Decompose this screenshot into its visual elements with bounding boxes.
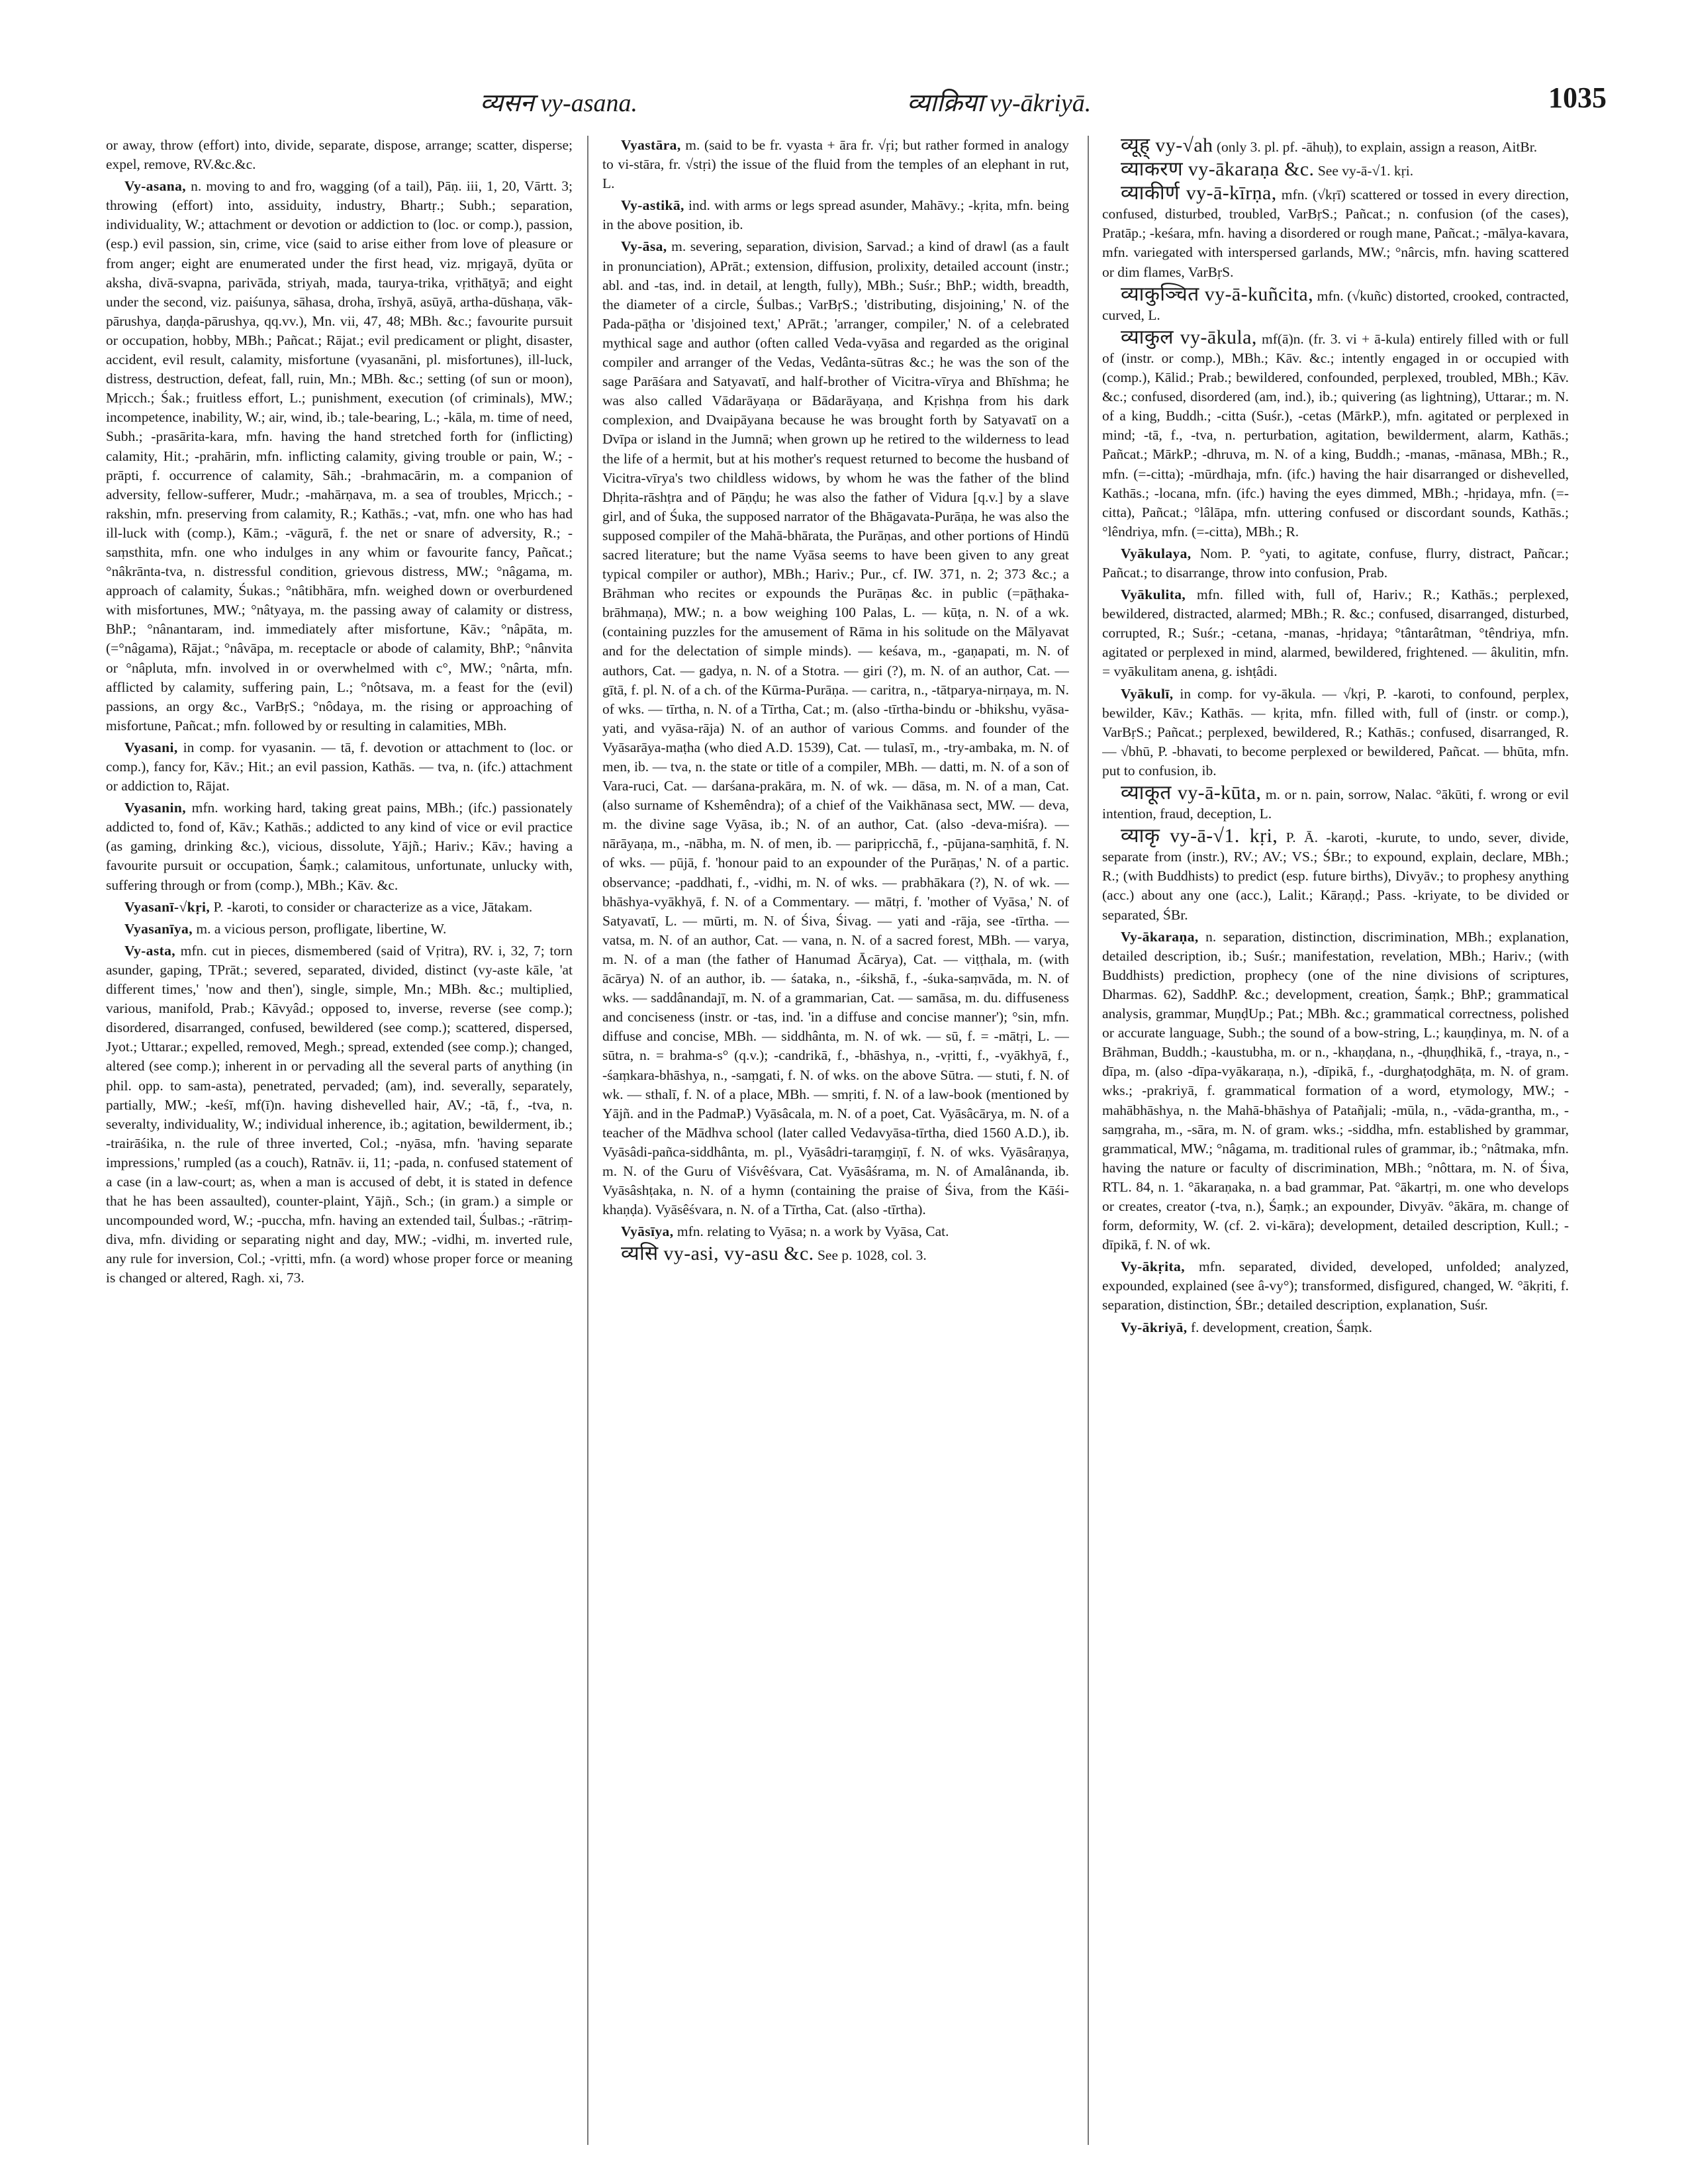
entry-definition: in comp. for vy-ākula. — √kṛi, P. -karoti, to confound, perplex, bewilder, Kāv.; Kathās. — kṛita, mfn. filled with, full of (instr. or comp.), VarBṛS.; Pañcat.; perplexed, bewildered, R.; Kathās.; confused, disarranged, R. — √bhū, P. -bhavati, to become perplexed or bewildered, Pañcat. — bhūta, mfn. put to confusion, ib. [1102,685,1569,779]
entry-headword: Vyasani, [124,739,178,755]
entry-headword: Vyasanī-√kṛi, [124,898,211,915]
dictionary-entry [1102,544,1569,583]
entry-definition: mfn. working hard, taking great pains, MBh.; (ifc.) passionately addicted to, fond of, Kāv.; Kathās.; addicted to any kind of vice or evil practice (as gaming, drinking &c.), vicious, dissolute, Yājñ.; Hariv.; Kāv.; having a favourite pursuit or occupation, Śaṃk.; calamitous, unfortunate, unlucky with, suffering through or from (comp.), MBh.; Kāv. &c. [106,800,573,893]
dictionary-entry [106,136,573,174]
dictionary-entry [1102,783,1569,824]
entry-definition: m. or n. pain, sorrow, Nalac. °ākūti, f. wrong or evil intention, fraud, deception, L. [1102,786,1569,822]
entry-headword: Vy-asana, [124,178,187,195]
entry-headword: Vyasanīya, [124,920,193,937]
entry-definition: m. severing, separation, division, Sarvad.; a kind of drawl (as a fault in pronunciation), APrāt.; extension, diffusion, prolixity, detailed account (instr.; abl. and -tas, ind. in detail, at length, fully), MBh.; Suśr.; BhP.; width, breadth, the diameter of a circle, Śulbas.; VarBṛS.; 'distributing, disjoining,' N. of the Pada-pāṭha or 'disjoined text,' APrāt.; 'arranger, compiler,' N. of a celebrated mythical sage and author (often called Veda-vyāsa and regarded as the original compiler and arranger of the Vedas, Vedânta-sūtras &c.; he was the son of the sage Parāśara and Satyavatī, and half-brother of Vicitra-vīrya and Bhīshma; he was also called Vādarāyaṇa or Bādarāyaṇa, and Kṛishṇa from his dark complexion, and Dvaipāyana because he was brought forth by Satyavatī on a Dvīpa or island in the Jumnā; when grown up he retired to the wilderness to lead the life of a hermit, but at his mother's request returned to become the husband of Vicitra-vīrya's two childless widows, by whom he was the father of the blind Dhṛita-rāshṭra and of Pāṇḍu; he was also the father of Vidura [q.v.] by a slave girl, and of Śuka, the supposed narrator of the Bhāgavata-Purāṇa, he was also the supposed compiler of the Mahā-bhārata, the Purāṇas, and other portions of Hindū sacred literature; but the name Vyāsa seems to have been given to any great typical compiler or author), MBh.; Hariv.; Pur., cf. IW. 371, n. 2; 373 &c.; a Brāhman who recites or expounds the Purāṇas &c. in public (=pāṭhaka-brāhmaṇa), MW.; n. a bow weighing 100 Palas, L. — kūṭa, n. N. of a wk. (containing puzzles for the amusement of Rāma in his solitude on the Mālyavat and for the delectation of simple minds). — keśava, m., -gaṇapati, m. N. of authors, Cat. — gadya, n. N. of a Stotra. — giri (?), m. N. of an author, Cat. — gītā, f. pl. N. of a ch. of the Kūrma-Purāṇa. — caritra, n., -tātparya-nirṇaya, m. N. of wks. — tīrtha, n. N. of a Tīrtha, Cat.; m. (also -tīrtha-bindu or -bhikshu, vyāsa-yati, and vyāsa-rāja) N. of an author of various Comms. and founder of the Vyāsarāya-maṭha (who died A.D. 1539), Cat. — tulasī, m., -try-ambaka, m. N. of men, ib. — tva, n. the state or title of a compiler, MBh. — datti, m. N. of a son of Vara-ruci, Cat. — darśana-prakāra, m. N. of wk. — dāsa, m. N. of a man, Cat. (also surname of Kshemêndra); of a chief of the Vaikhānasa sect, MW. — deva, m. the divine sage Vyāsa, ib.; N. of an author, Cat. (also -deva-miśra). — nārāyaṇa, m., -nābha, m. N. of men, ib. — paripṛicchā, f., -pūjana-saṃhitā, f. N. of wks. — pūjā, f. 'honour paid to an expounder of the Purāṇas,' N. of a partic. observance; -paddhati, f., -vidhi, m. N. of wks. — prabhākara (?), N. of wk. — bhāshya-vyākhyā, f. N. of a Commentary. — mātṛi, f. 'mother of Vyāsa,' N. of Satyavatī, L. — mūrti, m. N. of Śiva, Śivag. — yati and -rāja, see -tīrtha. — vatsa, m. N. of an author, Cat. — vana, n. N. of a sacred forest, MBh. — varya, m. N. of a man (the father of Hanumad Ācārya), Cat. — viṭṭhala, m. (with ācārya) N. of an author, ib. — śataka, n., -śikshā, f., -śuka-saṃvāda, m. N. of wks. — saddânandajī, m. N. of a grammarian, Cat. — samāsa, m. du. diffuseness and conciseness (instr. or -tas, ind. 'in a diffuse and concise manner'); °sin, mfn. diffuse and concise, MBh. — siddhânta, m. N. of wk. — sū, f. = -mātṛi, L. — sūtra, n. = brahma-s° (q.v.); -candrikā, f., -bhāshya, n., -vṛitti, f., -vyākhyā, f., -śaṃkara-bhāshya, n., -saṃgati, f. N. of wks. on the above Sūtra. — stuti, f. N. of wk. — sthalī, f. N. of a place, MBh. — smṛiti, f. N. of a law-book (mentioned by Yājñ. and in the PadmaP.) Vyāsâcala, m. N. of a poet, Cat. Vyāsâcārya, m. N. of a teacher of the Mādhva school (later called Vedavyāsa-tīrtha, died 1560 A.D.), ib. Vyāsâdi-pañca-siddhânta, m. pl., Vyāsâdri-taraṃgiṇī, f. N. of wks. Vyāsâraṇya, m. N. of the Guru of Viśvêśvara, Cat. Vyāsâśrama, m. N. of Amalânanda, ib. Vyāsâshṭaka, n. N. of a hymn (containing the praise of Śiva, from the Kāśi-khaṇḍa). Vyāsêśvara, n. N. of a Tīrtha, Cat. (also -tīrtha). [602,238,1069,1218]
entry-headword: व्याकरण vy-ākaraṇa &c. [1121,158,1315,181]
dictionary-entry [106,738,573,796]
dictionary-entry [1102,328,1569,542]
dictionary-entry [106,920,573,939]
entry-headword: Vy-ākṛita, [1121,1258,1185,1275]
entry-headword: Vyastāra, [621,137,681,153]
entry-definition: Nom. P. °yati, to agitate, confuse, flurry, distract, Pañcar.; Pañcat.; to disarrange, throw into confusion, Prab. [1102,545,1569,581]
column-rule [587,136,588,2145]
entry-definition: mfn. (√kuñc) distorted, crooked, contracted, curved, L. [1102,287,1569,323]
entry-headword: Vyasanin, [124,800,187,816]
column-1 [106,136,573,2148]
page-number: 1035 [1548,81,1607,114]
column-3 [1102,136,1569,2148]
dictionary-entry [1102,685,1569,781]
entry-definition: mfn. cut in pieces, dismembered (said of Vṛitra), RV. i, 32, 7; torn asunder, gaping, TPrāt.; severed, separated, divided, distinct (vy-aste kāle, 'at different times,' 'now and then'), single, simple, Mn.; MBh. &c.; multiplied, various, manifold, Prab.; Kāvyâd.; opposed to, inverse, reverse (see comp.); disordered, disarranged, confused, bewildered (see comp.); scattered, dispersed, Jyot.; Uttarar.; expelled, removed, Megh.; spread, extended (see comp.); changed, altered (see comp.); inherent in or pervading all the several parts of anything (in phil. opp. to sam-asta), penetrated, pervaded; (am), ind. severally, separately, partially, MW.; -keśī, mf(ī)n. having dishevelled hair, AV.; -tā, f., -tva, n. severalty, individuality, W.; individual inherence, ib.; agitation, bewilderment, ib.; -trairāśika, n. the rule of three inverted, Col.; -nyāsa, mfn. 'having separate impressions,' rumpled (as a couch), Ratnāv. ii, 11; -pada, n. confused statement of a case (in a law-court; as, when a man is accused of debt, it is stated in defence that he has been assaulted), counter-plaint, Yājñ., Sch.; (in gram.) a simple or uncompounded word, W.; -puccha, mfn. having an extended tail, Śulbas.; -rātriṃ-diva, mfn. dividing or separating night and day, MW.; -vidhi, m. inverted rule, any rule for inversion, Col.; -vṛitti, mfn. (a word) whose proper force or meaning is changed or altered, Ragh. xi, 73. [106,942,573,1286]
dictionary-entry [1102,927,1569,1255]
dictionary-entry [1102,1318,1569,1337]
dictionary-entry [602,237,1069,1219]
entry-definition: (only 3. pl. pf. -āhuḥ), to explain, assign a reason, AitBr. [1216,139,1538,155]
header-center-headword: व्याक्रिया vy-ākriyā. [907,89,1092,117]
dictionary-entry [602,1222,1069,1241]
entry-headword: Vyākulita, [1121,587,1186,603]
entry-definition: ind. with arms or legs spread asunder, Mahāvy.; -kṛita, mfn. being in the above position, ib. [602,197,1069,233]
entry-headword: व्यसि vy-asi, vy-asu &c. [621,1243,814,1265]
entry-definition: mfn. (√kṛī) scattered or tossed in every direction, confused, disturbed, troubled, VarBṛS.; Pañcat.; n. confusion (of the cases), Pratāp.; -keśara, mfn. having a disordered or rough mane, Pañcat.; -mālya-kavara, mfn. variegated with interspersed garlands, MW.; °nârcis, mfn. having scattered or dim flames, VarBṛS. [1102,187,1569,280]
entry-definition: m. (said to be fr. vyasta + āra fr. √ṛi; but rather formed in analogy to vi-stāra, fr. √stṛi) the issue of the fluid from the temples of an elephant in rut, L. [602,137,1069,192]
entry-definition: f. development, creation, Śaṃk. [1190,1319,1372,1335]
entry-definition: or away, throw (effort) into, divide, separate, dispose, arrange; scatter, disperse; expel, remove, RV.&c.&c. [106,137,573,173]
entry-definition: See vy-ā-√1. kṛi. [1317,163,1414,179]
entry-definition: in comp. for vyasanin. — tā, f. devotion or attachment to (loc. or comp.), fancy for, Kāv.; Hit.; an evil passion, Kathās. — tva, n. (ifc.) attachment or addiction to, Rājat. [106,739,573,794]
entry-headword: Vy-āsa, [621,238,667,255]
entry-definition: mfn. separated, divided, developed, unfolded; analyzed, expounded, explained (see â-vy°); transformed, disfigured, changed, W. °ākṛiti, f. separation, distinction, ŚBr.; detailed description, explanation, Suśr. [1102,1258,1569,1313]
entry-definition: n. separation, distinction, discrimination, MBh.; explanation, detailed description, ib.; Suśr.; manifestation, revelation, MBh.; Hariv.; (with Buddhists) prediction, prophecy (one of the nine divisions of scriptures, Dharmas. 62), SaddhP. &c.; development, creation, Śaṃk.; BhP.; grammatical analysis, grammar, MuṇḍUp.; Pat.; MBh. &c.; grammatical correctness, polished or accurate language, Subh.; the sound of a bow-string, L.; kauṇḍinya, m. N. of a Brāhman, Buddh.; -kaustubha, m. or n., -khaṇḍana, n., -ḍhuṇḍhikā, f., -traya, n., -dīpa, m. (also -dīpa-vyākaraṇa, n.), -dīpikā, f., -durghaṭodghāṭa, m. N. of gram. wks.; -prakriyā, f. grammatical formation of a word, etymology, MW.; -mahābhāshya, n. the Mahā-bhāshya of Patañjali; -mūla, n., -vāda-grantha, m., -saṃgraha, m., -sāra, m. N. of gram. wks.; -siddha, mfn. established by grammar, grammatical, MW.; °nâgama, m. traditional rules of grammar, ib.; °nâtmaka, mfn. having the nature or faculty of discrimination, MBh.; °nôttara, m. N. of Śiva, RTL. 84, n. 1. °ākaraṇaka, n. a bad grammar, Pat. °ākartṛi, m. one who develops or creates, creator (-tva, n.), Śaṃk.; an expounder, Divyāv. °ākāra, m. change of form, deformity, W. (cf. 2. vi-kāra); development, detailed description, Kull.; -dīpikā, f. N. of wk. [1102,928,1569,1253]
dictionary-entry [1102,1257,1569,1315]
dictionary-entry [1102,183,1569,281]
dictionary-entry [106,177,573,736]
entry-definition: n. moving to and fro, wagging (of a tail), Pāṇ. iii, 1, 20, Vārtt. 3; throwing (effort) into, assiduity, industry, Bhartṛ.; Subh.; separation, individuality, W.; attachment or devotion or addiction to (loc. or comp.), passion, (esp.) evil passion, sin, crime, vice (said to arise either from love of pleasure or from anger; eight are enumerated under the first head, viz. mṛigayā, dyūta or aksha, divā-svapna, parivāda, striyah, mada, taurya-trika, vṛithāṭyā; and eight under the second, viz. paiśunya, sāhasa, droha, īrshyā, asūyā, artha-dūshaṇa, vāk-pārushya, daṇḍa-pārushya, qq.vv.), Mn. vii, 47, 48; MBh. &c.; favourite pursuit or occupation, hobby, MBh.; Pañcat.; Rājat.; evil predicament or plight, disaster, accident, evil result, calamity, misfortune (vyasanāni, pl. misfortunes), ill-luck, distress, destruction, defeat, fall, ruin, Mn.; MBh. &c.; setting (of sun or moon), Mṛicch.; Śak.; fruitless effort, L.; punishment, execution (of criminals), MW.; incompetence, inability, W.; air, wind, ib.; tale-bearing, L.; -kāla, m. time of need, Subh.; -prasārita-kara, mfn. having the hand stretched forth for (inflicting) calamity, Hit.; -prahārin, mfn. inflicting calamity, giving trouble or pain, W.; -prāpti, f. occurrence of calamity, Sāh.; -brahmacārin, m. a companion of adversity, fellow-sufferer, Mudr.; -mahārṇava, m. a sea of troubles, Mṛicch.; -rakshin, mfn. preserving from calamity, R.; Kathās.; -vat, mfn. one who has had ill-luck with (comp.), Kām.; -vāgurā, f. the net or snare of adversity, R.; -saṃsthita, mfn. one who indulges in any whim or favourite fancy, Pañcat.; °nâkrānta-tva, n. distressful condition, grievous distress, MW.; °nâgama, m. approach of calamity, Śukas.; °nâtibhāra, mfn. weighed down or overburdened with misfortunes, MW.; °nâtyaya, m. the passing away of calamity or distress, BhP.; °nânantaram, ind. immediately after misfortune, Kāv.; °nâpāta, m. (=°nâgama), Rājat.; °nâvāpa, m. receptacle or abode of calamity, BhP.; °nânvita or °nâpluta, mfn. involved in or overwhelmed with c°, MW.; °nârta, mfn. afflicted by calamity, suffering pain, L.; °nôtsava, m. a feast for the (evil) passions, an orgy &c., VarBṛS.; °nôdaya, m. the rising or approaching of misfortune, Pañcat.; mfn. followed by or resulting in calamities, MBh. [106,178,573,734]
entry-definition: See p. 1028, col. 3. [817,1247,927,1264]
entry-headword: Vy-asta, [124,942,176,959]
running-header [106,78,1607,118]
dictionary-entry [106,941,573,1288]
entry-headword: Vy-ākaraṇa, [1121,928,1199,945]
dictionary-entry [602,196,1069,234]
dictionary-entry [1102,826,1569,924]
entry-headword: Vyākulī, [1121,685,1174,702]
entry-headword: व्यूह् vy-√ah [1121,136,1213,156]
header-left-headword: व्यसन vy-asana. [480,89,637,117]
dictionary-entry [1102,136,1569,157]
entry-definition: m. a vicious person, profligate, libertine, W. [196,920,447,937]
entry-headword: Vyākulaya, [1121,545,1192,561]
dictionary-entry [602,136,1069,193]
entry-definition: P. Ā. -karoti, -kurute, to undo, sever, divide, separate from (instr.), RV.; AV.; VS.; ŚBr.; to expound, explain, declare, MBh.; R.; (with Buddhists) to predict (esp. future births), Divyāv.; to prophesy anything (acc.) about any one (acc.), Lalit.; Kāraṇḍ.; Pass. -kriyate, to be divided or separated, ŚBr. [1102,830,1569,923]
entry-headword: व्याकीर्ण vy-ā-kīrṇa, [1121,182,1277,205]
entry-headword: Vy-ākriyā, [1121,1319,1188,1335]
entry-definition: mfn. relating to Vyāsa; n. a work by Vyāsa, Cat. [677,1223,949,1240]
dictionary-entry [106,798,573,894]
entry-definition: P. -karoti, to consider or characterize as a vice, Jātakam. [213,898,533,915]
column-rule [1088,136,1089,2145]
dictionary-entry [1102,160,1569,181]
entry-headword: व्याकृ vy-ā-√1. kṛi, [1121,825,1278,847]
entry-headword: Vyāsīya, [621,1223,674,1240]
entry-headword: व्याकुञ्चित vy-ā-kuñcita, [1121,283,1314,305]
entry-headword: व्याकुल vy-ākula, [1121,326,1257,348]
dictionary-entry [106,898,573,917]
dictionary-entry [1102,585,1569,681]
entry-headword: Vy-astikā, [621,197,684,214]
dictionary-entry [1102,285,1569,325]
entry-headword: व्याकूत vy-ā-kūta, [1121,782,1262,804]
column-2 [602,136,1069,2148]
dictionary-entry [602,1244,1069,1265]
entry-definition: mf(ā)n. (fr. 3. vi + ā-kula) entirely filled with or full of (instr. or comp.), MBh.; Kāv. &c.; intently engaged in or occupied with (comp.), Kālid.; Prab.; bewildered, confounded, perplexed, troubled, MBh.; Kāv. &c.; confused, disordered (am, ind.), ib.; quivering (as lightning), Uttarar.; m. N. of a king, Buddh.; -citta (Suśr.), -cetas (MārkP.), mfn. agitated or perplexed in mind; -tā, f., -tva, n. perturbation, agitation, bewilderment, alarm, Kathās.; Pañcat.; MārkP.; -dhruva, m. N. of a king, Buddh.; -manas, -mānasa, MBh.; R., mfn. (=-citta); -mūrdhaja, mfn. (ifc.) having the hair disarranged or dishevelled, Kathās.; -locana, mfn. (ifc.) having the eyes dimmed, MBh.; -hṛidaya, mfn. (=-citta), Pañcat.; °lâlāpa, mfn. uttering confused or discordant sounds, Kathās.; °lêndriya, mfn. (=-citta), MBh.; R. [1102,330,1569,540]
entry-definition: mfn. filled with, full of, Hariv.; R.; Kathās.; perplexed, bewildered, distracted, alarmed; MBh.; R. &c.; confused, disarranged, disturbed, corrupted, R.; Suśr.; -cetana, -manas, -hṛidaya; °tântarâtman, °têndriya, mfn. agitated or perplexed in mind, alarmed, bewildered, frightened. — âkulitin, mfn. = vyākulitam anena, g. ishṭâdi. [1102,587,1569,680]
